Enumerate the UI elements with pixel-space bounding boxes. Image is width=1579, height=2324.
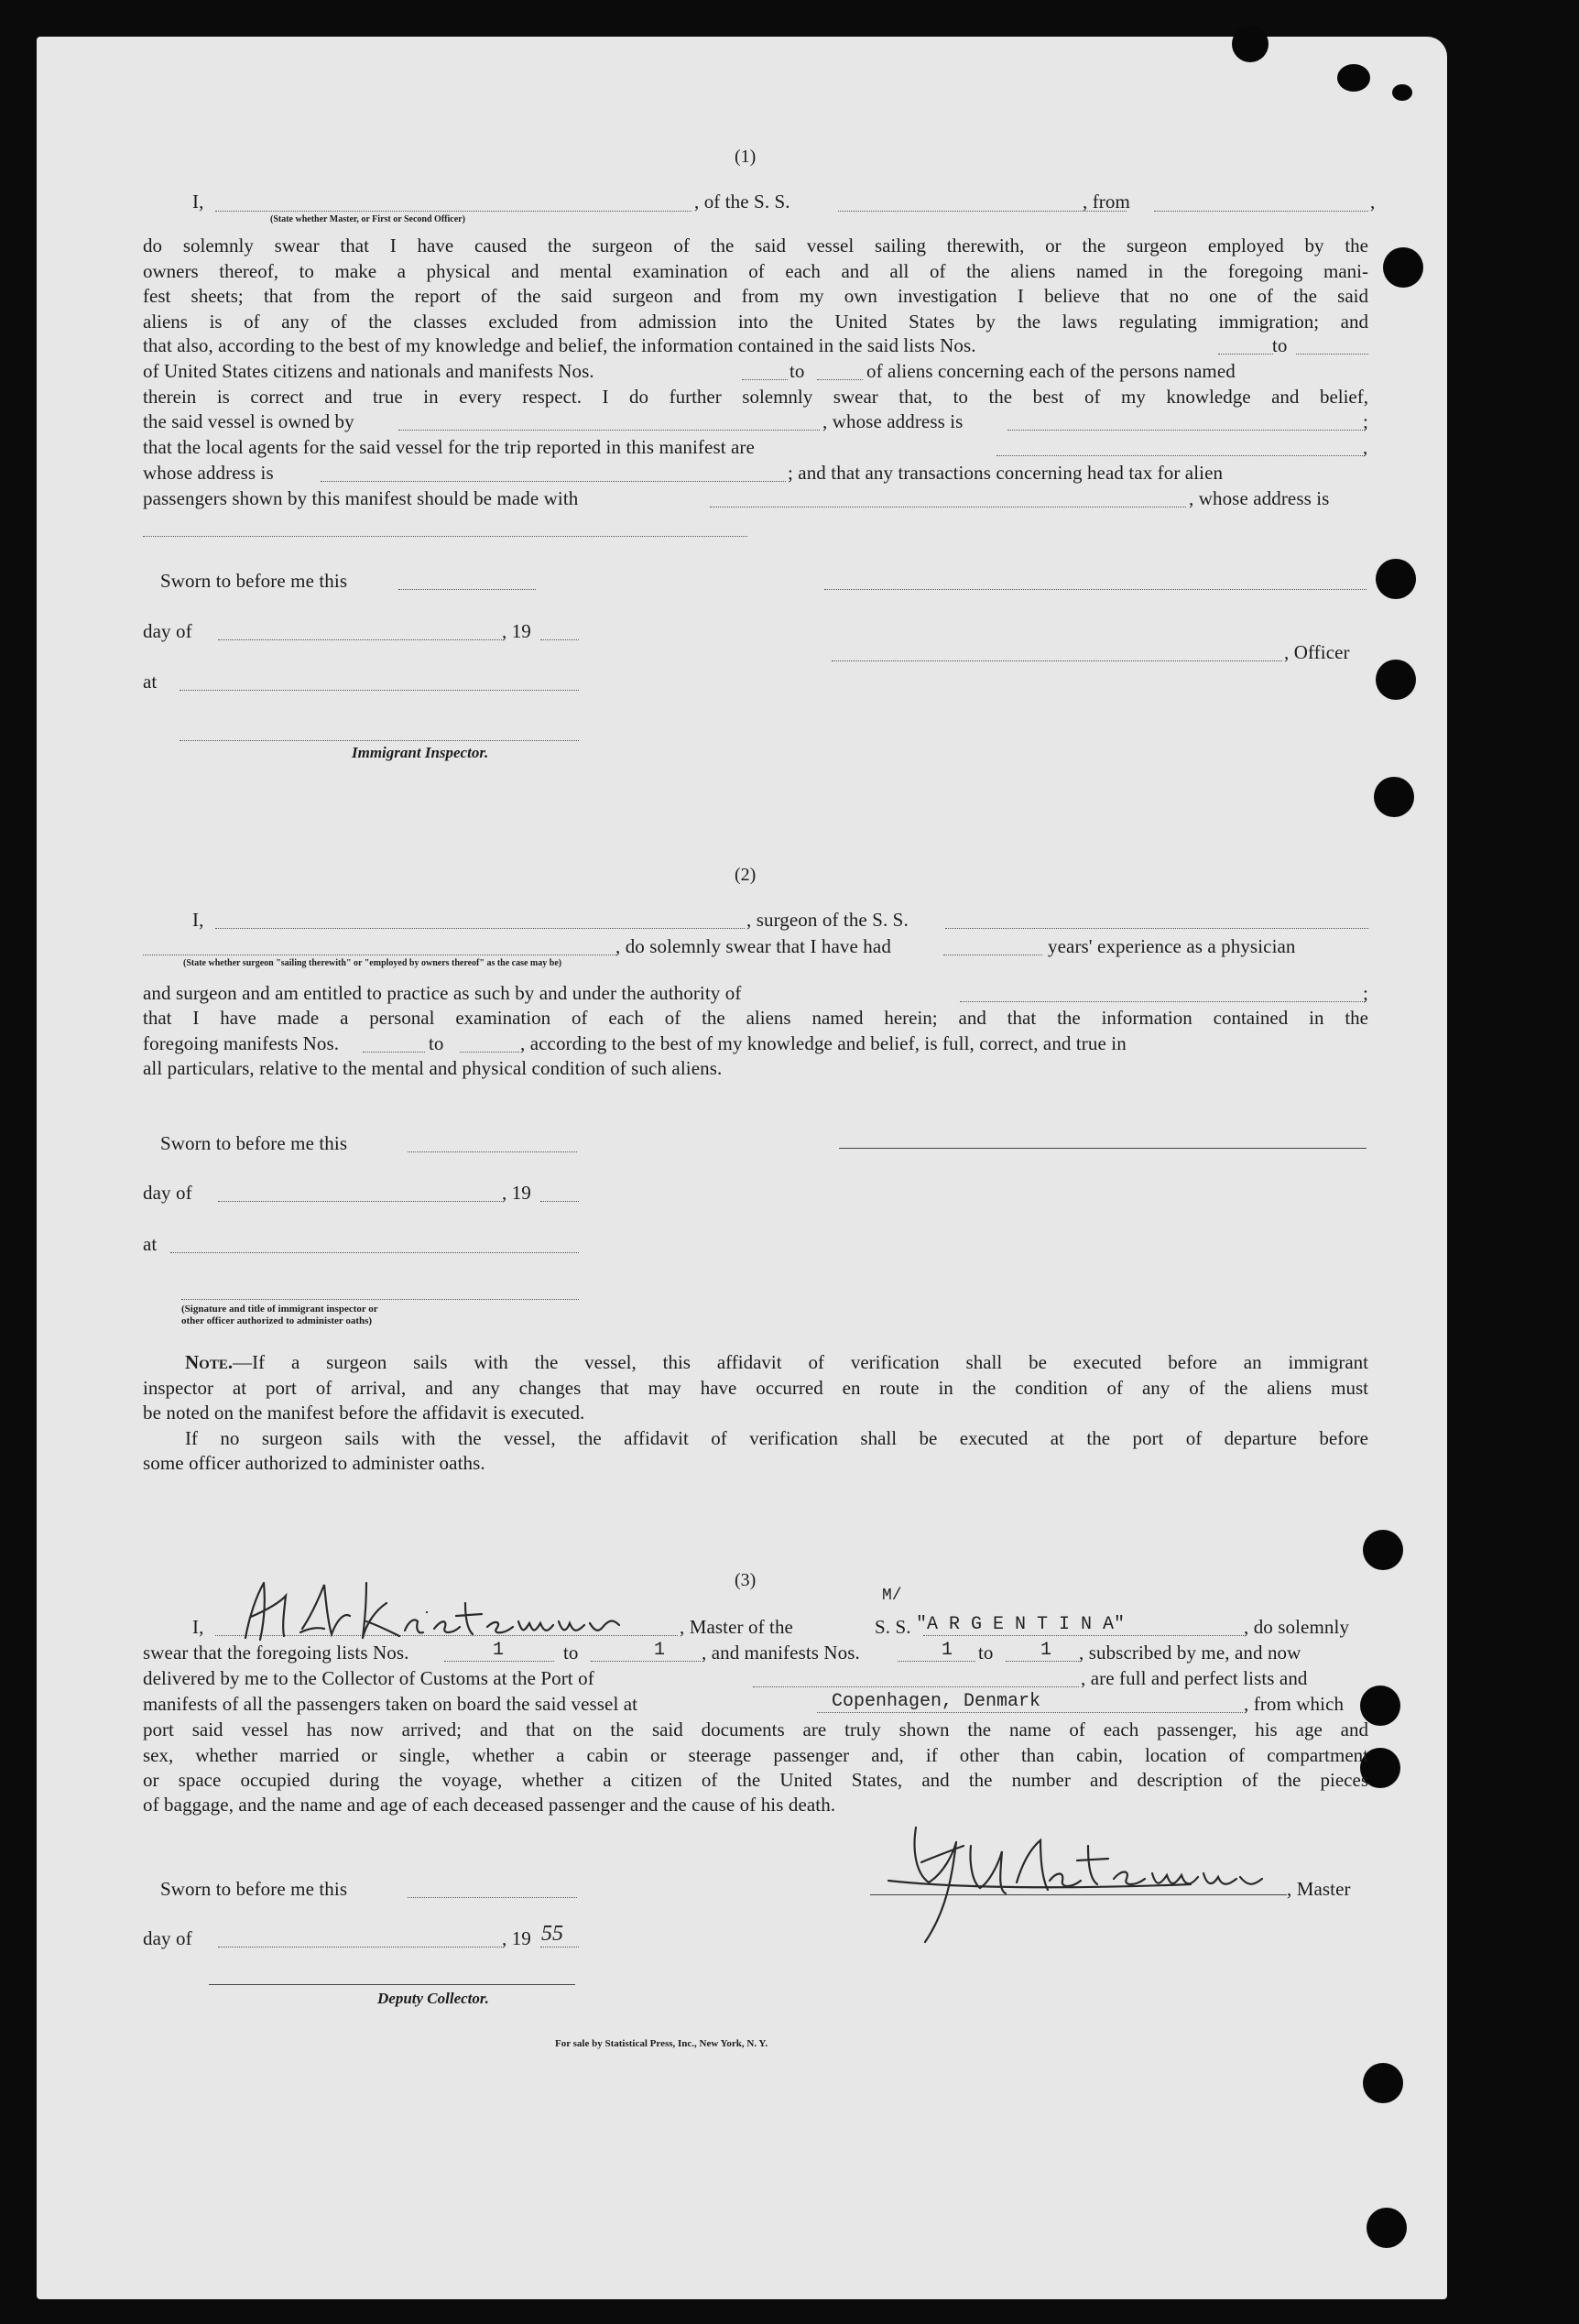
manifests-from-value: 1: [942, 1640, 953, 1661]
ship-name: "A R G E N T I N A": [916, 1614, 1126, 1635]
master-label: , Master: [1287, 1878, 1351, 1900]
day-of-field-2[interactable]: [218, 1201, 502, 1202]
punch-hole: [1374, 777, 1414, 817]
whose-address-label: , whose address is: [822, 410, 964, 432]
exam-line: that I have made a personal examination of each of the aliens named herein; and that the information contained in the: [143, 1007, 1368, 1029]
master-signature-2: [861, 1809, 1291, 1947]
sworn-day-field-2[interactable]: [408, 1151, 577, 1152]
manifests-to-field-3[interactable]: [1006, 1661, 1079, 1662]
nationals-text-2: of aliens concerning each of the persons named: [866, 360, 1236, 382]
officer-signature-top[interactable]: [824, 589, 1367, 590]
year-value: 55: [541, 1922, 563, 1946]
lists-text: that also, according to the best of my knowledge and belief, the information contained in the said lists Nos.: [143, 334, 976, 356]
inspector-signature-field-2[interactable]: [181, 1299, 579, 1300]
torn-corner: [1232, 26, 1269, 62]
from-port-field[interactable]: [1154, 211, 1368, 212]
note-last-line: be noted on the manifest before the affidavit is executed.: [143, 1402, 585, 1424]
year-label: , 19: [502, 620, 531, 642]
surgeon-i-label: I,: [192, 909, 204, 931]
manifests-from-field-3[interactable]: [898, 1661, 975, 1662]
physician-text: years' experience as a physician: [1048, 935, 1296, 957]
day-of-label-2: day of: [143, 1182, 192, 1204]
comma: ,: [1370, 191, 1376, 213]
agents-label: that the local agents for the said vessel for the trip reported in this manifest are: [143, 436, 755, 458]
lists-to-field-3[interactable]: [591, 1661, 701, 1662]
signature-note-2: other officer authorized to administer oaths): [181, 1315, 373, 1326]
day-of-field-3[interactable]: [218, 1947, 502, 1948]
owner-address-field[interactable]: [1007, 430, 1363, 431]
baggage-line: of baggage, and the name and age of each deceased passenger and the cause of his death.: [143, 1794, 836, 1816]
printer-footer: For sale by Statistical Press, Inc., New York, N. Y.: [555, 2038, 768, 2049]
surgeon-status-note: (State whether surgeon "sailing therewith" or "employed by owners thereof" as the case may be): [183, 958, 562, 968]
semicolon: ;: [1363, 982, 1368, 1004]
ship-type-prefix: M/: [882, 1587, 902, 1605]
deputy-collector-signature-field[interactable]: [209, 1984, 575, 1985]
section-1-number: (1): [735, 147, 757, 167]
at-label-2: at: [143, 1233, 158, 1255]
at-field-2[interactable]: [170, 1252, 579, 1253]
year-field-3[interactable]: [540, 1947, 579, 1948]
punch-hole: [1383, 247, 1423, 288]
manifests-text: , according to the best of my knowledge and belief, is full, correct, and true in: [520, 1032, 1127, 1054]
punch-hole: [1367, 2208, 1407, 2248]
swear-text: , do solemnly swear that I have had: [615, 935, 891, 957]
head-tax-text: ; and that any transactions concerning head tax for alien: [788, 462, 1224, 484]
day-of-label-3: day of: [143, 1927, 192, 1949]
head-tax-address-field[interactable]: [143, 536, 747, 537]
surgeon-name-field[interactable]: [215, 928, 745, 929]
year-label-3: , 19: [502, 1927, 531, 1949]
manifests-to-value: 1: [1040, 1640, 1052, 1661]
section-2-number: (2): [735, 865, 757, 885]
to-label: to: [978, 1642, 994, 1664]
solemnly-label: , do solemnly: [1244, 1616, 1350, 1638]
note-paragraph: Note.—If a surgeon sails with the vessel, this affidavit of verification shall be executed before an immigrant inspector at port of arrival, and any changes that may have occurred en route in the condition of any of the aliens must: [143, 1351, 1368, 1399]
authority-field[interactable]: [960, 1001, 1363, 1002]
officer-label: , Officer: [1284, 641, 1350, 663]
surgeon-of-label: , surgeon of the S. S.: [746, 909, 909, 931]
surgeon-manifest-from-field[interactable]: [363, 1052, 425, 1053]
whose-address-label: , whose address is: [1189, 487, 1330, 509]
officer-rank-note: (State whether Master, or First or Second Officer): [270, 214, 465, 224]
surgeon-ship-field[interactable]: [945, 928, 1368, 929]
to-label: to: [563, 1642, 579, 1664]
officer-name-field[interactable]: [215, 211, 691, 212]
agents-field[interactable]: [996, 455, 1363, 456]
semicolon: ;: [1363, 410, 1368, 432]
perfect-lists-text: , are full and perfect lists and: [1081, 1667, 1308, 1689]
deputy-collector-label: Deputy Collector.: [377, 1990, 489, 2007]
lists-to-value: 1: [654, 1640, 666, 1661]
form-page: [37, 37, 1447, 2299]
lists-to-field[interactable]: [1296, 354, 1368, 355]
subscribed-text: , subscribed by me, and now: [1079, 1642, 1301, 1664]
nationals-text: of United States citizens and nationals and manifests Nos.: [143, 360, 594, 382]
torn-corner: [1337, 64, 1370, 92]
to-label: to: [1272, 334, 1288, 356]
punch-hole: [1376, 660, 1416, 700]
oath-i-label: I,: [192, 191, 204, 213]
departure-port: Copenhagen, Denmark: [832, 1691, 1041, 1712]
note-second-last: some officer authorized to administer oaths.: [143, 1452, 485, 1474]
sworn-day-field-3[interactable]: [408, 1897, 577, 1898]
oath-paragraph-1: do solemnly swear that I have caused the surgeon of the said vessel sailing therewith, or the surgeon employed by the owners thereof, to make a physical and mental examination of each and all of the aliens named in the foregoing mani- fest sheets; that from the report of the said surgeon and from my own investigation I believe that no one of the said aliens is of any of the classes excluded from admission into the United States by the laws regulating immigration; and: [143, 235, 1368, 333]
correct-line: therein is correct and true in every respect. I do further solemnly swear that, to the best of my knowledge and belief,: [143, 386, 1368, 408]
manifests-label: foregoing manifests Nos.: [143, 1032, 340, 1054]
lists-from-field[interactable]: [1218, 354, 1273, 355]
lists-nos-label: swear that the foregoing lists Nos.: [143, 1642, 409, 1664]
to-label: to: [790, 360, 805, 382]
particulars-text: all particulars, relative to the mental and physical condition of such aliens.: [143, 1057, 723, 1079]
note-label: Note.: [185, 1351, 234, 1373]
year-label-2: , 19: [502, 1182, 531, 1204]
punch-hole: [1363, 2063, 1403, 2103]
to-label: to: [429, 1032, 444, 1054]
from-label: , from: [1083, 191, 1130, 213]
punch-hole: [1363, 1530, 1403, 1570]
owned-by-label: the said vessel is owned by: [143, 410, 354, 432]
passengers-paragraph: port said vessel has now arrived; and that on the said documents are truly shown the name of each passenger, his age and sex, whether married or single, whether a cabin or steerage passenger and, if other than cabin, location of compartment or space occupied during the voyage, whether a citizen of the United States, and the number and description of the pieces: [143, 1718, 1368, 1791]
inspector-label: Immigrant Inspector.: [352, 744, 489, 761]
sworn-label: Sworn to before me this: [160, 570, 348, 592]
manifests-nos-label: , and manifests Nos.: [702, 1642, 860, 1664]
year-field[interactable]: [540, 639, 579, 640]
authority-text: and surgeon and am entitled to practice as such by and under the authority of: [143, 982, 742, 1004]
note-paragraph-2: If no surgeon sails with the vessel, the affidavit of verification shall be executed at the port of departure before: [185, 1427, 1368, 1449]
from-which-text: , from which: [1244, 1693, 1345, 1715]
ship-name-field-3[interactable]: [923, 1635, 1244, 1636]
master-of-label: , Master of the: [680, 1616, 793, 1638]
year-field-2[interactable]: [540, 1201, 579, 1202]
of-ss-label: , of the S. S.: [694, 191, 790, 213]
sworn-day-field[interactable]: [398, 589, 536, 590]
agents-address-field[interactable]: [321, 481, 786, 482]
lists-from-field-3[interactable]: [444, 1661, 554, 1662]
manifest-to-field[interactable]: [817, 379, 863, 380]
day-of-label: day of: [143, 620, 192, 642]
collector-text: delivered by me to the Collector of Customs at the Port of: [143, 1667, 594, 1689]
taken-on-board-text: manifests of all the passengers taken on board the said vessel at: [143, 1693, 638, 1715]
sworn-label-3: Sworn to before me this: [160, 1878, 348, 1900]
at-field[interactable]: [180, 690, 579, 691]
day-of-field[interactable]: [218, 639, 502, 640]
lists-from-value: 1: [493, 1640, 505, 1661]
owner-field[interactable]: [398, 430, 820, 431]
surgeon-manifest-to-field[interactable]: [460, 1052, 519, 1053]
section-3-number: (3): [735, 1570, 757, 1590]
signature-note-1: (Signature and title of immigrant inspector or: [181, 1304, 378, 1315]
agents-address-label: whose address is: [143, 462, 274, 484]
master-signature: [229, 1576, 659, 1649]
port-of-arrival-field[interactable]: [753, 1686, 1079, 1687]
ss-label: S. S.: [875, 1616, 911, 1638]
sworn-label-2: Sworn to before me this: [160, 1132, 348, 1154]
officer-signature-field[interactable]: [832, 660, 1282, 661]
manifest-from-field[interactable]: [742, 379, 788, 380]
at-label: at: [143, 671, 158, 693]
comma: ,: [1363, 436, 1368, 458]
torn-corner: [1392, 84, 1412, 101]
master-i-label: I,: [192, 1616, 204, 1638]
surgeon-signature-field[interactable]: [839, 1148, 1367, 1149]
departure-port-field[interactable]: [817, 1712, 1243, 1713]
passengers-label: passengers shown by this manifest should be made with: [143, 487, 579, 509]
inspector-signature-field[interactable]: [180, 740, 579, 741]
punch-hole: [1376, 559, 1416, 599]
